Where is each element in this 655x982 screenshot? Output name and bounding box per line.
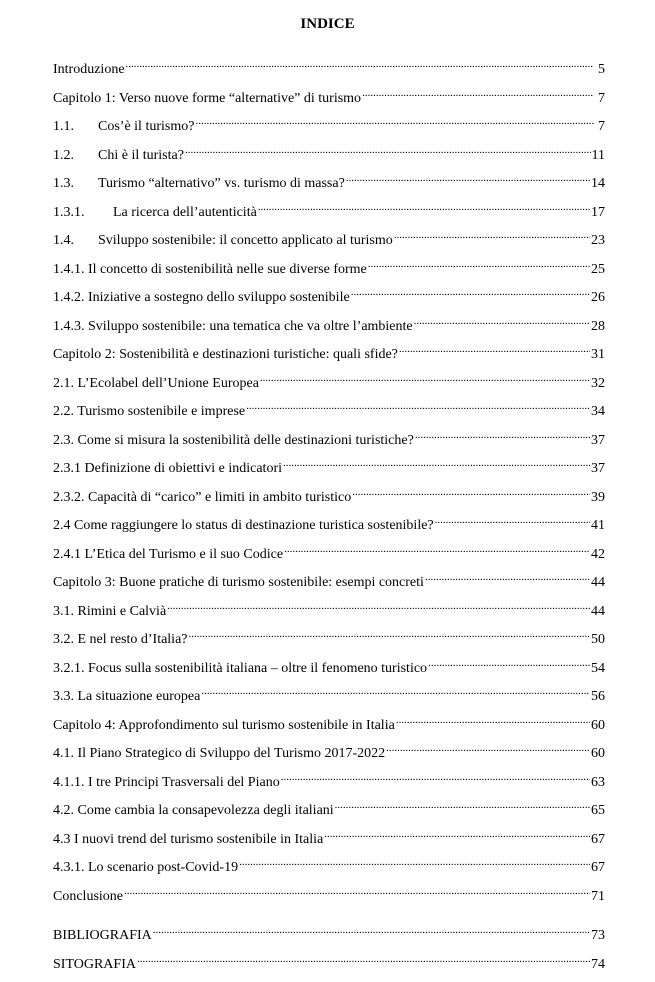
dot-leader xyxy=(246,401,590,415)
toc-entry-label: 4.1. Il Piano Strategico di Sviluppo del Turismo 2017-2022 xyxy=(53,743,385,765)
dot-leader xyxy=(137,954,590,968)
dot-leader xyxy=(284,544,590,558)
toc-entry-label: 4.3.1. Lo scenario post-Covid-19 xyxy=(53,857,238,879)
toc-entry-label: 2.2. Turismo sostenibile e imprese xyxy=(53,401,245,423)
toc-entry-number: 1.1. xyxy=(53,116,98,138)
toc-entry-page: 73 xyxy=(591,925,605,947)
toc-entry-label: Capitolo 3: Buone pratiche di turismo sostenibile: esempi concreti xyxy=(53,572,424,594)
dot-leader xyxy=(396,715,590,729)
dot-leader xyxy=(415,430,590,444)
toc-entry-page: 71 xyxy=(591,886,605,908)
toc-entry-label: 2.1. L’Ecolabel dell’Unione Europea xyxy=(53,373,259,395)
toc-entry[interactable] xyxy=(53,544,605,573)
toc-entry[interactable] xyxy=(53,59,605,88)
toc-entry-label: Introduzione xyxy=(53,59,125,81)
dot-leader xyxy=(352,487,590,501)
toc-entry[interactable] xyxy=(53,772,605,801)
dot-leader xyxy=(239,857,590,871)
toc-entry[interactable] xyxy=(53,800,605,829)
dot-leader xyxy=(195,116,594,130)
dot-leader xyxy=(189,629,590,643)
toc-entry-page: 56 xyxy=(591,686,605,708)
toc-entry-page: 54 xyxy=(591,658,605,680)
toc-entry-page: 14 xyxy=(591,173,605,195)
dot-leader xyxy=(281,772,590,786)
toc-entry-number: 1.2. xyxy=(53,145,98,167)
page-title: INDICE xyxy=(0,14,655,34)
toc-entry-label: Sviluppo sostenibile: il concetto applicato al turismo xyxy=(98,230,393,252)
toc-entry[interactable] xyxy=(53,954,605,982)
toc-entry[interactable] xyxy=(53,515,605,544)
toc-entry[interactable] xyxy=(53,430,605,459)
toc-entry-page: 74 xyxy=(591,954,605,976)
toc-entry-label: Cos’è il turismo? xyxy=(98,116,194,138)
toc-entry-label: Conclusione xyxy=(53,886,123,908)
toc-entry-label: Capitolo 1: Verso nuove forme “alternative” di turismo xyxy=(53,88,361,110)
dot-leader xyxy=(368,259,590,273)
toc-entry-page: 17 xyxy=(591,202,605,224)
toc-entry[interactable] xyxy=(53,658,605,687)
toc-entry-page: 11 xyxy=(592,145,605,167)
dot-leader xyxy=(335,800,590,814)
toc-entry-page: 65 xyxy=(591,800,605,822)
dot-leader xyxy=(283,458,590,472)
toc-entry-number: 1.3. xyxy=(53,173,98,195)
toc-entry-label: Turismo “alternativo” vs. turismo di massa? xyxy=(98,173,345,195)
toc-entry-label: SITOGRAFIA xyxy=(53,954,136,976)
toc-entry[interactable] xyxy=(53,116,605,145)
toc-entry-page: 31 xyxy=(591,344,605,366)
toc-entry[interactable] xyxy=(53,230,605,259)
dot-leader xyxy=(394,230,590,244)
toc-entry-page: 37 xyxy=(591,458,605,480)
dot-leader xyxy=(435,515,590,529)
toc-entry-label: 3.3. La situazione europea xyxy=(53,686,200,708)
toc-entry[interactable] xyxy=(53,487,605,516)
toc-entry-page: 5 xyxy=(595,59,605,81)
toc-entry-label: Chi è il turista? xyxy=(98,145,184,167)
toc-entry-label: 1.4.2. Iniziative a sostegno dello sviluppo sostenibile xyxy=(53,287,350,309)
toc-entry-page: 34 xyxy=(591,401,605,423)
toc-entry-label: 2.3.1 Definizione di obiettivi e indicatori xyxy=(53,458,282,480)
toc-entry[interactable] xyxy=(53,202,605,231)
toc-entry-label: La ricerca dell’autenticità xyxy=(113,202,257,224)
toc-entry-label: 1.4.1. Il concetto di sostenibilità nelle sue diverse forme xyxy=(53,259,367,281)
toc-entry[interactable] xyxy=(53,173,605,202)
dot-leader xyxy=(386,743,590,757)
toc-entry-page: 44 xyxy=(591,601,605,623)
toc-entry[interactable] xyxy=(53,373,605,402)
toc-entry-label: 3.1. Rimini e Calvià xyxy=(53,601,166,623)
toc-entry-label: 4.1.1. I tre Principi Trasversali del Piano xyxy=(53,772,280,794)
toc-entry-page: 25 xyxy=(591,259,605,281)
toc-entry-page: 28 xyxy=(591,316,605,338)
dot-leader xyxy=(428,658,590,672)
toc-entry-label: Capitolo 4: Approfondimento sul turismo sostenibile in Italia xyxy=(53,715,395,737)
toc-entry[interactable] xyxy=(53,601,605,630)
dot-leader xyxy=(167,601,590,615)
dot-leader xyxy=(201,686,590,700)
toc-entry[interactable] xyxy=(53,715,605,744)
toc-entry[interactable] xyxy=(53,743,605,772)
toc-entry[interactable] xyxy=(53,886,605,915)
toc-entry-page: 32 xyxy=(591,373,605,395)
toc-entry-label: 3.2.1. Focus sulla sostenibilità italiana – oltre il fenomeno turistico xyxy=(53,658,427,680)
toc-entry[interactable] xyxy=(53,925,605,954)
toc-entry-page: 7 xyxy=(595,116,605,138)
toc-entry[interactable] xyxy=(53,401,605,430)
toc-entry[interactable] xyxy=(53,458,605,487)
toc-entry[interactable] xyxy=(53,686,605,715)
toc-entry-label: Capitolo 2: Sostenibilità e destinazioni turistiche: quali sfide? xyxy=(53,344,398,366)
toc-entry[interactable] xyxy=(53,259,605,288)
dot-leader xyxy=(260,373,590,387)
dot-leader xyxy=(124,886,590,900)
toc-entry-label: 4.3 I nuovi trend del turismo sostenibile in Italia xyxy=(53,829,323,851)
toc-entry-page: 23 xyxy=(591,230,605,252)
toc-entry-label: 2.4 Come raggiungere lo status di destinazione turistica sostenibile? xyxy=(53,515,434,537)
toc-entry-label: 2.3. Come si misura la sostenibilità delle destinazioni turistiche? xyxy=(53,430,414,452)
toc-entry[interactable] xyxy=(53,572,605,601)
toc-entry[interactable] xyxy=(53,629,605,658)
dot-leader xyxy=(425,572,590,586)
dot-leader xyxy=(324,829,590,843)
toc-entry-label: BIBLIOGRAFIA xyxy=(53,925,152,947)
toc-entry-page: 37 xyxy=(591,430,605,452)
dot-leader xyxy=(346,173,590,187)
table-of-contents xyxy=(53,59,605,982)
toc-entry[interactable] xyxy=(53,857,605,886)
dot-leader xyxy=(153,925,590,939)
toc-entry-page: 26 xyxy=(591,287,605,309)
toc-entry-page: 39 xyxy=(591,487,605,509)
toc-entry[interactable] xyxy=(53,287,605,316)
toc-entry-label: 2.3.2. Capacità di “carico” e limiti in ambito turistico xyxy=(53,487,351,509)
toc-entry[interactable] xyxy=(53,344,605,373)
dot-leader xyxy=(185,145,591,159)
toc-entry-label: 1.4.3. Sviluppo sostenibile: una tematica che va oltre l’ambiente xyxy=(53,316,413,338)
toc-entry-page: 44 xyxy=(591,572,605,594)
toc-entry-page: 7 xyxy=(595,88,605,110)
toc-entry-page: 50 xyxy=(591,629,605,651)
dot-leader xyxy=(414,316,590,330)
toc-entry[interactable] xyxy=(53,145,605,174)
toc-entry-number: 1.3.1. xyxy=(53,202,113,224)
dot-leader xyxy=(351,287,590,301)
toc-entry-label: 3.2. E nel resto d’Italia? xyxy=(53,629,188,651)
toc-entry-page: 60 xyxy=(591,715,605,737)
toc-entry-page: 41 xyxy=(591,515,605,537)
dot-leader xyxy=(399,344,590,358)
dot-leader xyxy=(258,202,590,216)
toc-entry-label: 2.4.1 L’Etica del Turismo e il suo Codice xyxy=(53,544,283,566)
toc-entry-page: 63 xyxy=(591,772,605,794)
toc-entry[interactable] xyxy=(53,316,605,345)
dot-leader xyxy=(126,59,594,73)
dot-leader xyxy=(362,88,594,102)
toc-entry-number: 1.4. xyxy=(53,230,98,252)
toc-entry[interactable] xyxy=(53,829,605,858)
toc-entry-page: 42 xyxy=(591,544,605,566)
toc-entry-page: 60 xyxy=(591,743,605,765)
toc-entry[interactable] xyxy=(53,88,605,117)
toc-entry-label: 4.2. Come cambia la consapevolezza degli italiani xyxy=(53,800,334,822)
toc-entry-page: 67 xyxy=(591,857,605,879)
toc-entry-page: 67 xyxy=(591,829,605,851)
